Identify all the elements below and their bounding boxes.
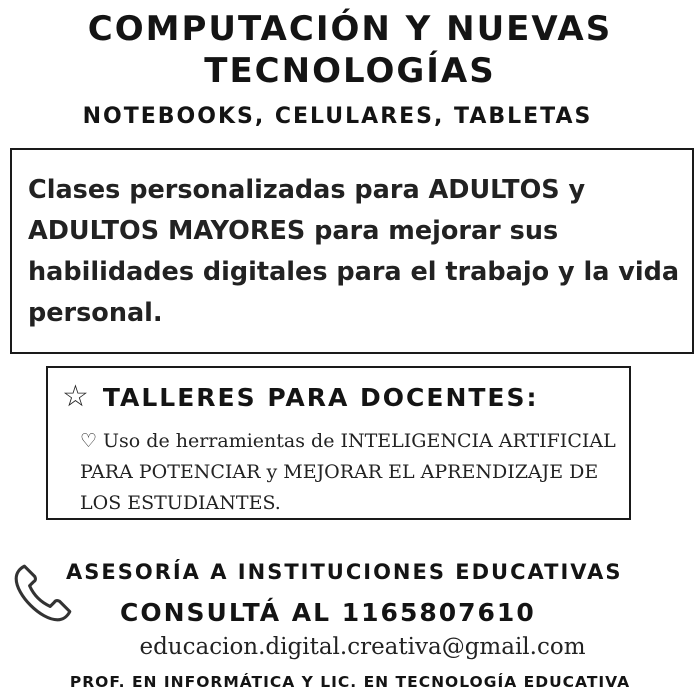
phone-line: CONSULTÁ AL 1165807610 <box>120 598 536 627</box>
title-line-1: COMPUTACIÓN Y NUEVAS <box>87 9 613 49</box>
classes-description: Clases personalizadas para ADULTOS y ADULTOS MAYORES para mejorar sus habilidades digitales para el trabajo y la vida personal. <box>28 175 680 328</box>
subtitle: NOTEBOOKS, CELULARES, TABLETAS <box>82 104 593 129</box>
workshops-text: Uso de herramientas de INTELIGENCIA ARTIFICIAL PARA POTENCIAR y MEJORAR EL APRENDIZAJE DE LOS ESTUDIANTES. <box>80 430 616 514</box>
heart-icon: ♡ <box>80 430 98 452</box>
credentials-footer: PROF. EN INFORMÁTICA Y LIC. EN TECNOLOGÍA EDUCATIVA <box>69 673 631 691</box>
advisory-text: ASESORÍA A INSTITUCIONES EDUCATIVAS <box>66 560 623 584</box>
email-address: educacion.digital.creativa@gmail.com <box>139 634 586 660</box>
classes-box <box>10 148 694 354</box>
title-line-2: TECNOLOGÍAS <box>204 51 496 91</box>
workshops-title: TALLERES PARA DOCENTES: <box>102 382 539 412</box>
workshops-header <box>62 379 539 414</box>
workshops-box <box>46 366 631 520</box>
workshops-text-block <box>80 426 620 519</box>
star-icon: ☆ <box>62 379 89 414</box>
